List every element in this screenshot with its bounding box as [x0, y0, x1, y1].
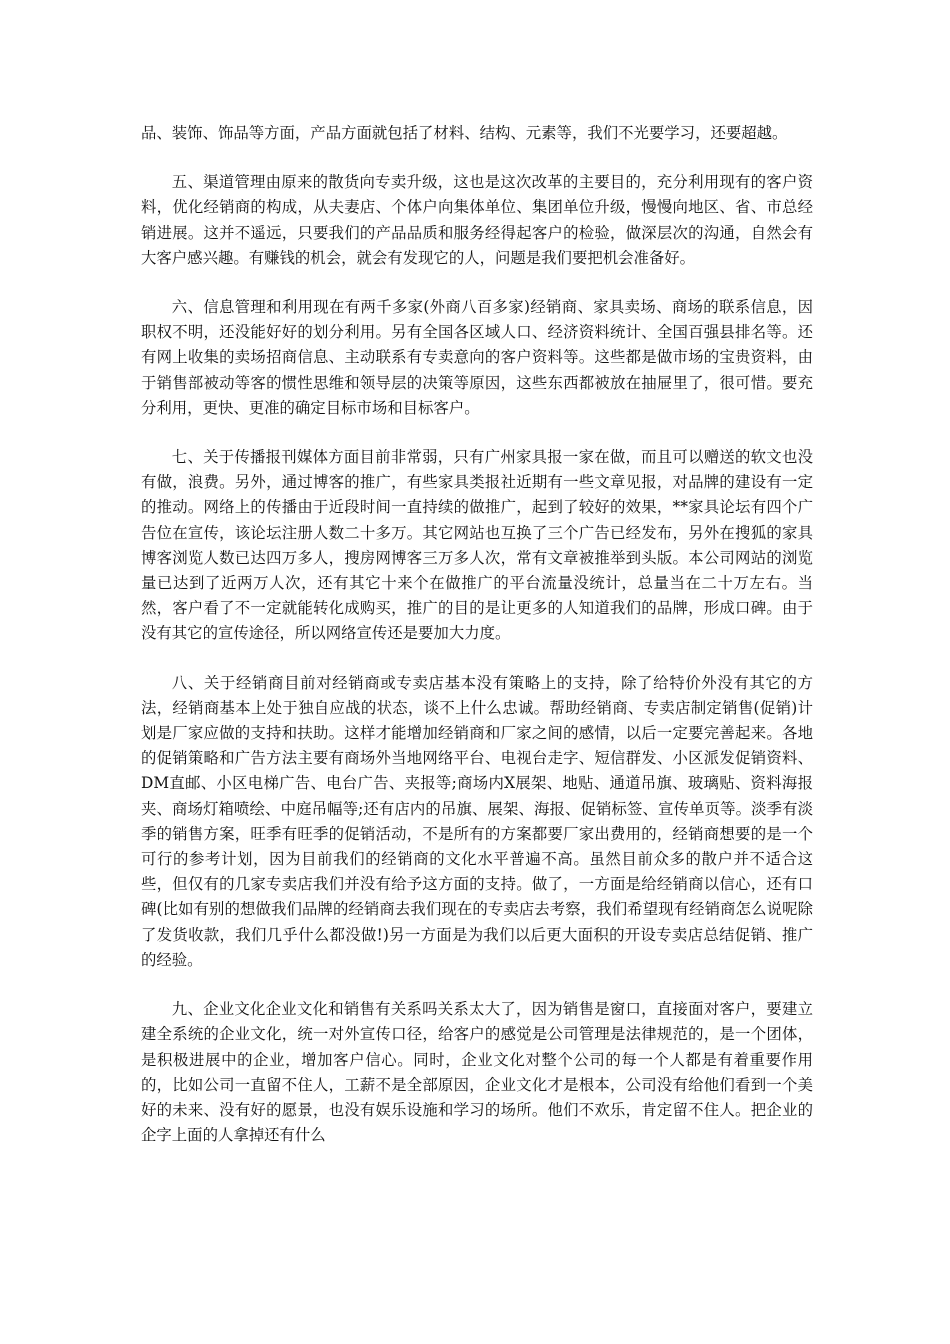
paragraph-gap [141, 271, 813, 295]
paragraph-information-management: 六、信息管理和利用现在有两千多家(外商八百多家)经销商、家具卖场、商场的联系信息，因职权不明，还没能好好的划分利用。另有全国各区域人口、经济资料统计、全国百强县排名等。还有网上收集的卖场招商信息、主动联系有专卖意向的客户资料等。这些都是做市场的宝贵资料，由于销售部被动等客的惯性思维和领导层的决策等原因，这些东西都被放在抽屉里了，很可惜。要充分利用，更快、更准的确定目标市场和目标客户。 [141, 298, 813, 417]
paragraph-distributors: 八、关于经销商目前对经销商或专卖店基本没有策略上的支持，除了给特价外没有其它的方法，经销商基本上处于独自应战的状态，谈不上什么忠诚。帮助经销商、专卖店制定销售(促销)计划是厂家应做的支持和扶助。这样才能增加经销商和厂家之间的感情，以后一定要完善起来。各地的促销策略和广告方法主要有商场外当地网络平台、电视台走字、短信群发、小区派发促销资料、DM直邮、小区电梯广告、电台广告、夹报等;商场内X展架、地贴、通道吊旗、玻璃贴、资料海报夹、商场灯箱喷绘、中庭吊幅等;还有店内的吊旗、展架、海报、促销标签、宣传单页等。淡季有淡季的销售方案，旺季有旺季的促销活动，不是所有的方案都要厂家出费用的，经销商想要的是一个可行的参考计划，因为目前我们的经销商的文化水平普遍不高。虽然目前众多的散户并不适合这些，但仅有的几家专卖店我们并没有给予这方面的支持。做了，一方面是给经销商以信心，还有口碑(比如有别的想做我们品牌的经销商去我们现在的专卖店去考察，我们希望现有经销商怎么说呢除了发货收款，我们几乎什么都没做!)另一方面是为我们以后更大面积的开设专卖店总结促销、推广的经验。 [141, 673, 813, 969]
paragraph-gap [141, 647, 813, 671]
document-body [141, 121, 813, 1148]
paragraph-continuation: 品、装饰、饰品等方面，产品方面就包括了材料、结构、元素等，我们不光要学习，还要超越。 [141, 124, 788, 142]
paragraph-channel-management: 五、渠道管理由原来的散货向专卖升级，这也是这次改革的主要目的，充分利用现有的客户资料，优化经销商的构成，从夫妻店、个体户向集体单位、集团单位升级，慢慢向地区、省、市总经销进展。这并不遥远，只要我们的产品品质和服务经得起客户的检验，做深层次的沟通，自然会有大客户感兴趣。有赚钱的机会，就会有发现它的人，问题是我们要把机会准备好。 [141, 173, 813, 267]
paragraph-corporate-culture: 九、企业文化企业文化和销售有关系吗关系太大了，因为销售是窗口，直接面对客户，要建立建全系统的企业文化，统一对外宣传口径，给客户的感觉是公司管理是法律规范的，是一个团体，是积极进展中的企业，增加客户信心。同时，企业文化对整个公司的每一个人都是有着重要作用的，比如公司一直留不住人，工薪不是全部原因，企业文化才是根本，公司没有给他们看到一个美好的未来、没有好的愿景，也没有娱乐设施和学习的场所。他们不欢乐，肯定留不住人。把企业的企字上面的人拿掉还有什么 [141, 1000, 813, 1145]
paragraph-gap [141, 421, 813, 445]
paragraph-gap [141, 973, 813, 997]
paragraph-media-communication: 七、关于传播报刊媒体方面目前非常弱，只有广州家具报一家在做，而且可以赠送的软文也没有做，浪费。另外，通过博客的推广，有些家具类报社近期有一些文章见报，对品牌的建设有一定的推动。网络上的传播由于近段时间一直持续的做推广，起到了较好的效果，**家具论坛有四个广告位在宣传，该论坛注册人数二十多万。其它网站也互换了三个广告已经发布，另外在搜狐的家具博客浏览人数已达四万多人，搜房网博客三万多人次，常有文章被推举到头版。本公司网站的浏览量已达到了近两万人次，还有其它十来个在做推广的平台流量没统计，总量当在二十万左右。当然，客户看了不一定就能转化成购买，推广的目的是让更多的人知道我们的品牌，形成口碑。由于没有其它的宣传途径，所以网络宣传还是要加大力度。 [141, 448, 813, 643]
paragraph-gap [141, 146, 813, 170]
